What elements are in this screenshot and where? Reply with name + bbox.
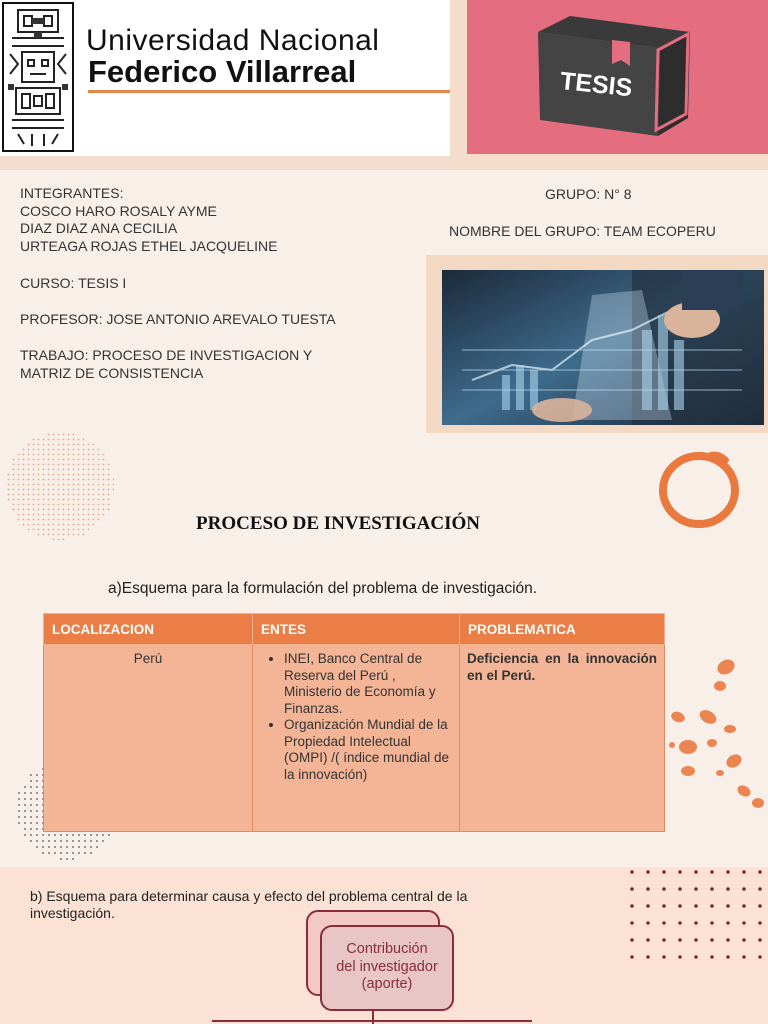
entes-list — [260, 651, 452, 783]
work-label — [20, 347, 312, 382]
list-item: • Organización Mundial de la Propiedad Intelectual (OMPI) /( índice mundial de la innovación) — [284, 717, 452, 783]
work-label-line2: MATRIZ DE CONSISTENCIA — [20, 364, 204, 381]
tesis-book-icon — [530, 10, 700, 147]
member-name: URTEAGA ROJAS ETHEL JACQUELINE — [20, 237, 278, 254]
column-header-problematica: PROBLEMATICA — [460, 614, 665, 645]
banner-underline — [88, 90, 450, 93]
list-item: • INEI, Banco Central de Reserva del Perú , Ministerio de Economía y Finanzas. — [284, 651, 452, 717]
university-name-line2: Federico Villarreal — [88, 54, 357, 89]
column-header-entes: ENTES — [253, 614, 460, 645]
diagram-box-line3: (aporte) — [361, 976, 413, 992]
decorative-splash-dots — [668, 655, 768, 820]
table-header-row — [44, 614, 665, 645]
subsection-b-heading: b) Esquema para determinar causa y efecto del problema central de la investigación. — [30, 888, 468, 921]
diagram-box-contribution — [320, 925, 454, 1011]
cell-localizacion: Perú — [44, 645, 253, 832]
diagram-connector-horizontal — [212, 1020, 532, 1022]
group-number: GRUPO: N° 8 — [545, 186, 632, 202]
problem-formulation-table — [43, 613, 665, 832]
diagram-box-line2: del investigador — [336, 958, 438, 975]
group-name: NOMBRE DEL GRUPO: TEAM ECOPERU — [449, 223, 716, 239]
column-header-localizacion: LOCALIZACION — [44, 614, 253, 645]
members-block — [20, 185, 278, 255]
university-name-line1: Universidad Nacional — [86, 24, 380, 57]
tesis-label: TESIS — [558, 66, 634, 103]
work-label-line1: TRABAJO: PROCESO DE INVESTIGACION Y — [20, 347, 313, 363]
section-title: PROCESO DE INVESTIGACIÓN — [196, 513, 480, 534]
professor-label: PROFESOR: JOSE ANTONIO AREVALO TUESTA — [20, 311, 336, 327]
table-row — [44, 645, 665, 832]
decorative-dot-grid — [624, 866, 768, 967]
diagram-box-line1: Contribución — [346, 941, 428, 957]
business-analytics-photo — [442, 270, 764, 425]
cell-entes — [253, 645, 460, 832]
university-logo — [2, 2, 74, 152]
course-label: CURSO: TESIS I — [20, 275, 127, 291]
member-name: DIAZ DIAZ ANA CECILIA — [20, 220, 178, 236]
cell-problematica: Deficiencia en la innovación en el Perú. — [460, 645, 665, 832]
integrantes-label: INTEGRANTES: — [20, 185, 124, 201]
subsection-a-heading: a)Esquema para la formulación del problema de investigación. — [108, 580, 538, 597]
member-name: COSCO HARO ROSALY AYME — [20, 202, 217, 219]
banner-shadow — [0, 156, 450, 170]
